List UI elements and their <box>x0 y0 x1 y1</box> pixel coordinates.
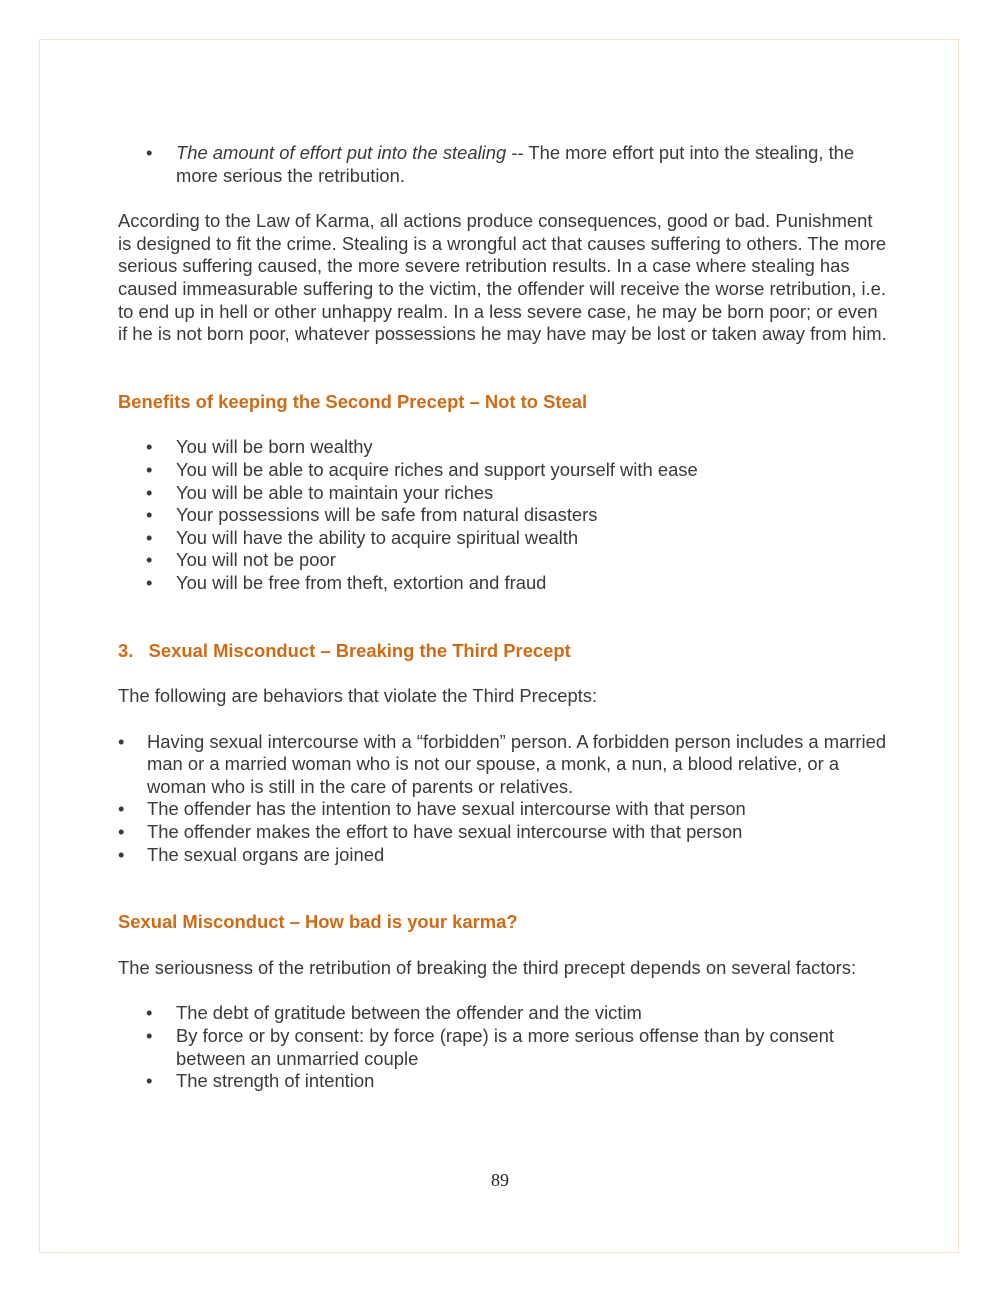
third-precept-intro: The following are behaviors that violate the Third Precepts: <box>118 685 598 707</box>
page-number: 89 <box>491 1170 509 1190</box>
effort-bullet-list <box>118 142 888 187</box>
heading-third-precept: 3. Sexual Misconduct – Breaking the Third Precept <box>118 639 571 661</box>
page-content <box>118 142 888 1093</box>
heading-benefits: Benefits of keeping the Second Precept – Not to Steal <box>118 390 588 412</box>
list-item: • The debt of gratitude between the offender and the victim <box>118 1002 888 1025</box>
list-item: • You will be born wealthy <box>118 436 888 459</box>
list-item: • The offender has the intention to have sexual intercourse with that person <box>118 798 888 821</box>
list-item: • Having sexual intercourse with a “forbidden” person. A forbidden person includes a married man or a married woman who is not our spouse, a monk, a nun, a blood relative, or a woman who is still in the care of parents or relatives. <box>118 731 888 799</box>
list-item: • You will not be poor <box>118 549 888 572</box>
effort-description: -- The more effort put into the stealing, the more serious the retribution. <box>176 142 855 186</box>
factors-list <box>118 1002 888 1092</box>
list-item: • You will be able to maintain your riches <box>118 482 888 505</box>
list-item: • Your possessions will be safe from natural disasters <box>118 504 888 527</box>
list-item: • You will be able to acquire riches and support yourself with ease <box>118 459 888 482</box>
list-item: • The strength of intention <box>118 1070 888 1093</box>
list-item: • You will be free from theft, extortion and fraud <box>118 572 888 595</box>
behaviors-list <box>118 731 888 867</box>
list-item: • The sexual organs are joined <box>118 844 888 867</box>
karma-intro: The seriousness of the retribution of breaking the third precept depends on several factors: <box>118 956 857 978</box>
effort-term: The amount of effort put into the stealing <box>176 142 507 163</box>
list-item: • You will have the ability to acquire spiritual wealth <box>118 527 888 550</box>
list-item: • By force or by consent: by force (rape) is a more serious offense than by consent between an unmarried couple <box>118 1025 888 1070</box>
list-item: • The offender makes the effort to have sexual intercourse with that person <box>118 821 888 844</box>
list-item <box>118 142 888 187</box>
heading-karma: Sexual Misconduct – How bad is your karma? <box>118 911 518 933</box>
karma-paragraph: According to the Law of Karma, all actions produce consequences, good or bad. Punishment is designed to fit the crime. Stealing is a wrongful act that causes suffering to others. The more serious suffering caused, the more severe retribution results. In a case where stealing has caused immeasurable suffering to the victim, the offender will receive the worse retribution, i.e. to end up in hell or other unhappy realm. In a less severe case, he may be born poor; or even if he is not born poor, whatever possessions he may have may be lost or taken away from him. <box>118 210 887 345</box>
benefits-list <box>118 436 888 594</box>
